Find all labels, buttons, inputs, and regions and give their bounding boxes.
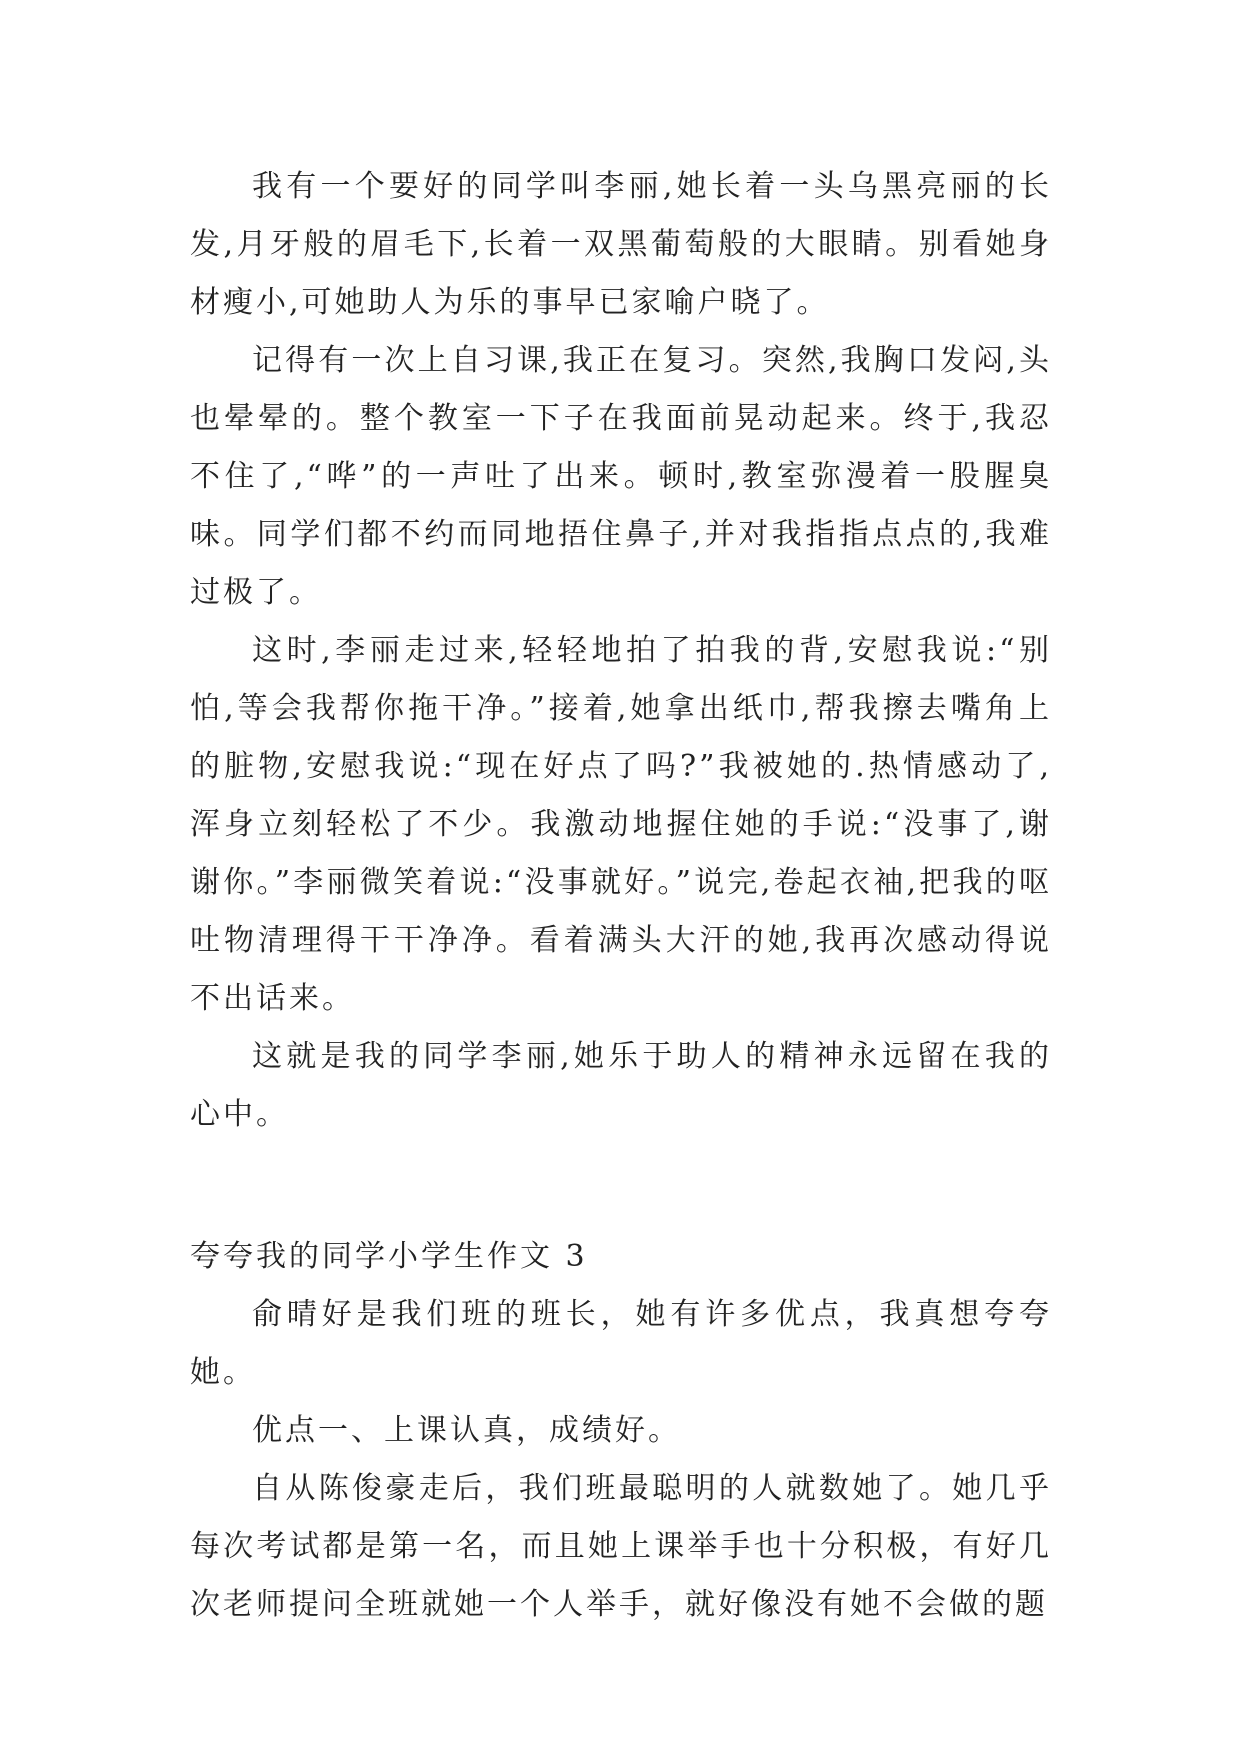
paragraph-3: 这时,李丽走过来,轻轻地拍了拍我的背,安慰我说:“别怕,等会我帮你拖干净。”接着,她拿出纸巾,帮我擦去嘴角上的脏物,安慰我说:“现在好点了吗?”我被她的.热情感动了,浑身立刻轻松了不少。我激动地握住她的手说:“没事了,谢谢你。”李丽微笑着说:“没事就好。”说完,卷起衣袖,把我的呕吐物清理得干干净净。看着满头大汗的她,我再次感动得说不出话来。 xyxy=(190,633,1052,1016)
paragraph-4: 这就是我的同学李丽,她乐于助人的精神永远留在我的心中。 xyxy=(190,1039,1052,1132)
paragraph-5: 俞晴好是我们班的班长，她有许多优点，我真想夸夸她。 xyxy=(190,1297,1052,1390)
paragraph-2: 记得有一次上自习课,我正在复习。突然,我胸口发闷,头也晕晕的。整个教室一下子在我面前晃动起来。终于,我忍不住了,“哗”的一声吐了出来。顿时,教室弥漫着一股腥臭味。同学们都不约而同地捂住鼻子,并对我指指点点的,我难过极了。 xyxy=(190,343,1052,610)
paragraph-1: 我有一个要好的同学叫李丽,她长着一头乌黑亮丽的长发,月牙般的眉毛下,长着一双黑葡萄般的大眼睛。别看她身材瘦小,可她助人为乐的事早已家喻户晓了。 xyxy=(190,169,1052,320)
section-title: 夸夸我的同学小学生作文 3 xyxy=(190,1239,588,1274)
paragraph-6: 优点一、上课认真，成绩好。 xyxy=(252,1413,681,1448)
paragraph-7: 自从陈俊豪走后，我们班最聪明的人就数她了。她几乎每次考试都是第一名，而且她上课举手也十分积极，有好几次老师提问全班就她一个人举手，就好像没有她不会做的题 xyxy=(190,1471,1052,1622)
document-body xyxy=(190,158,1052,1634)
